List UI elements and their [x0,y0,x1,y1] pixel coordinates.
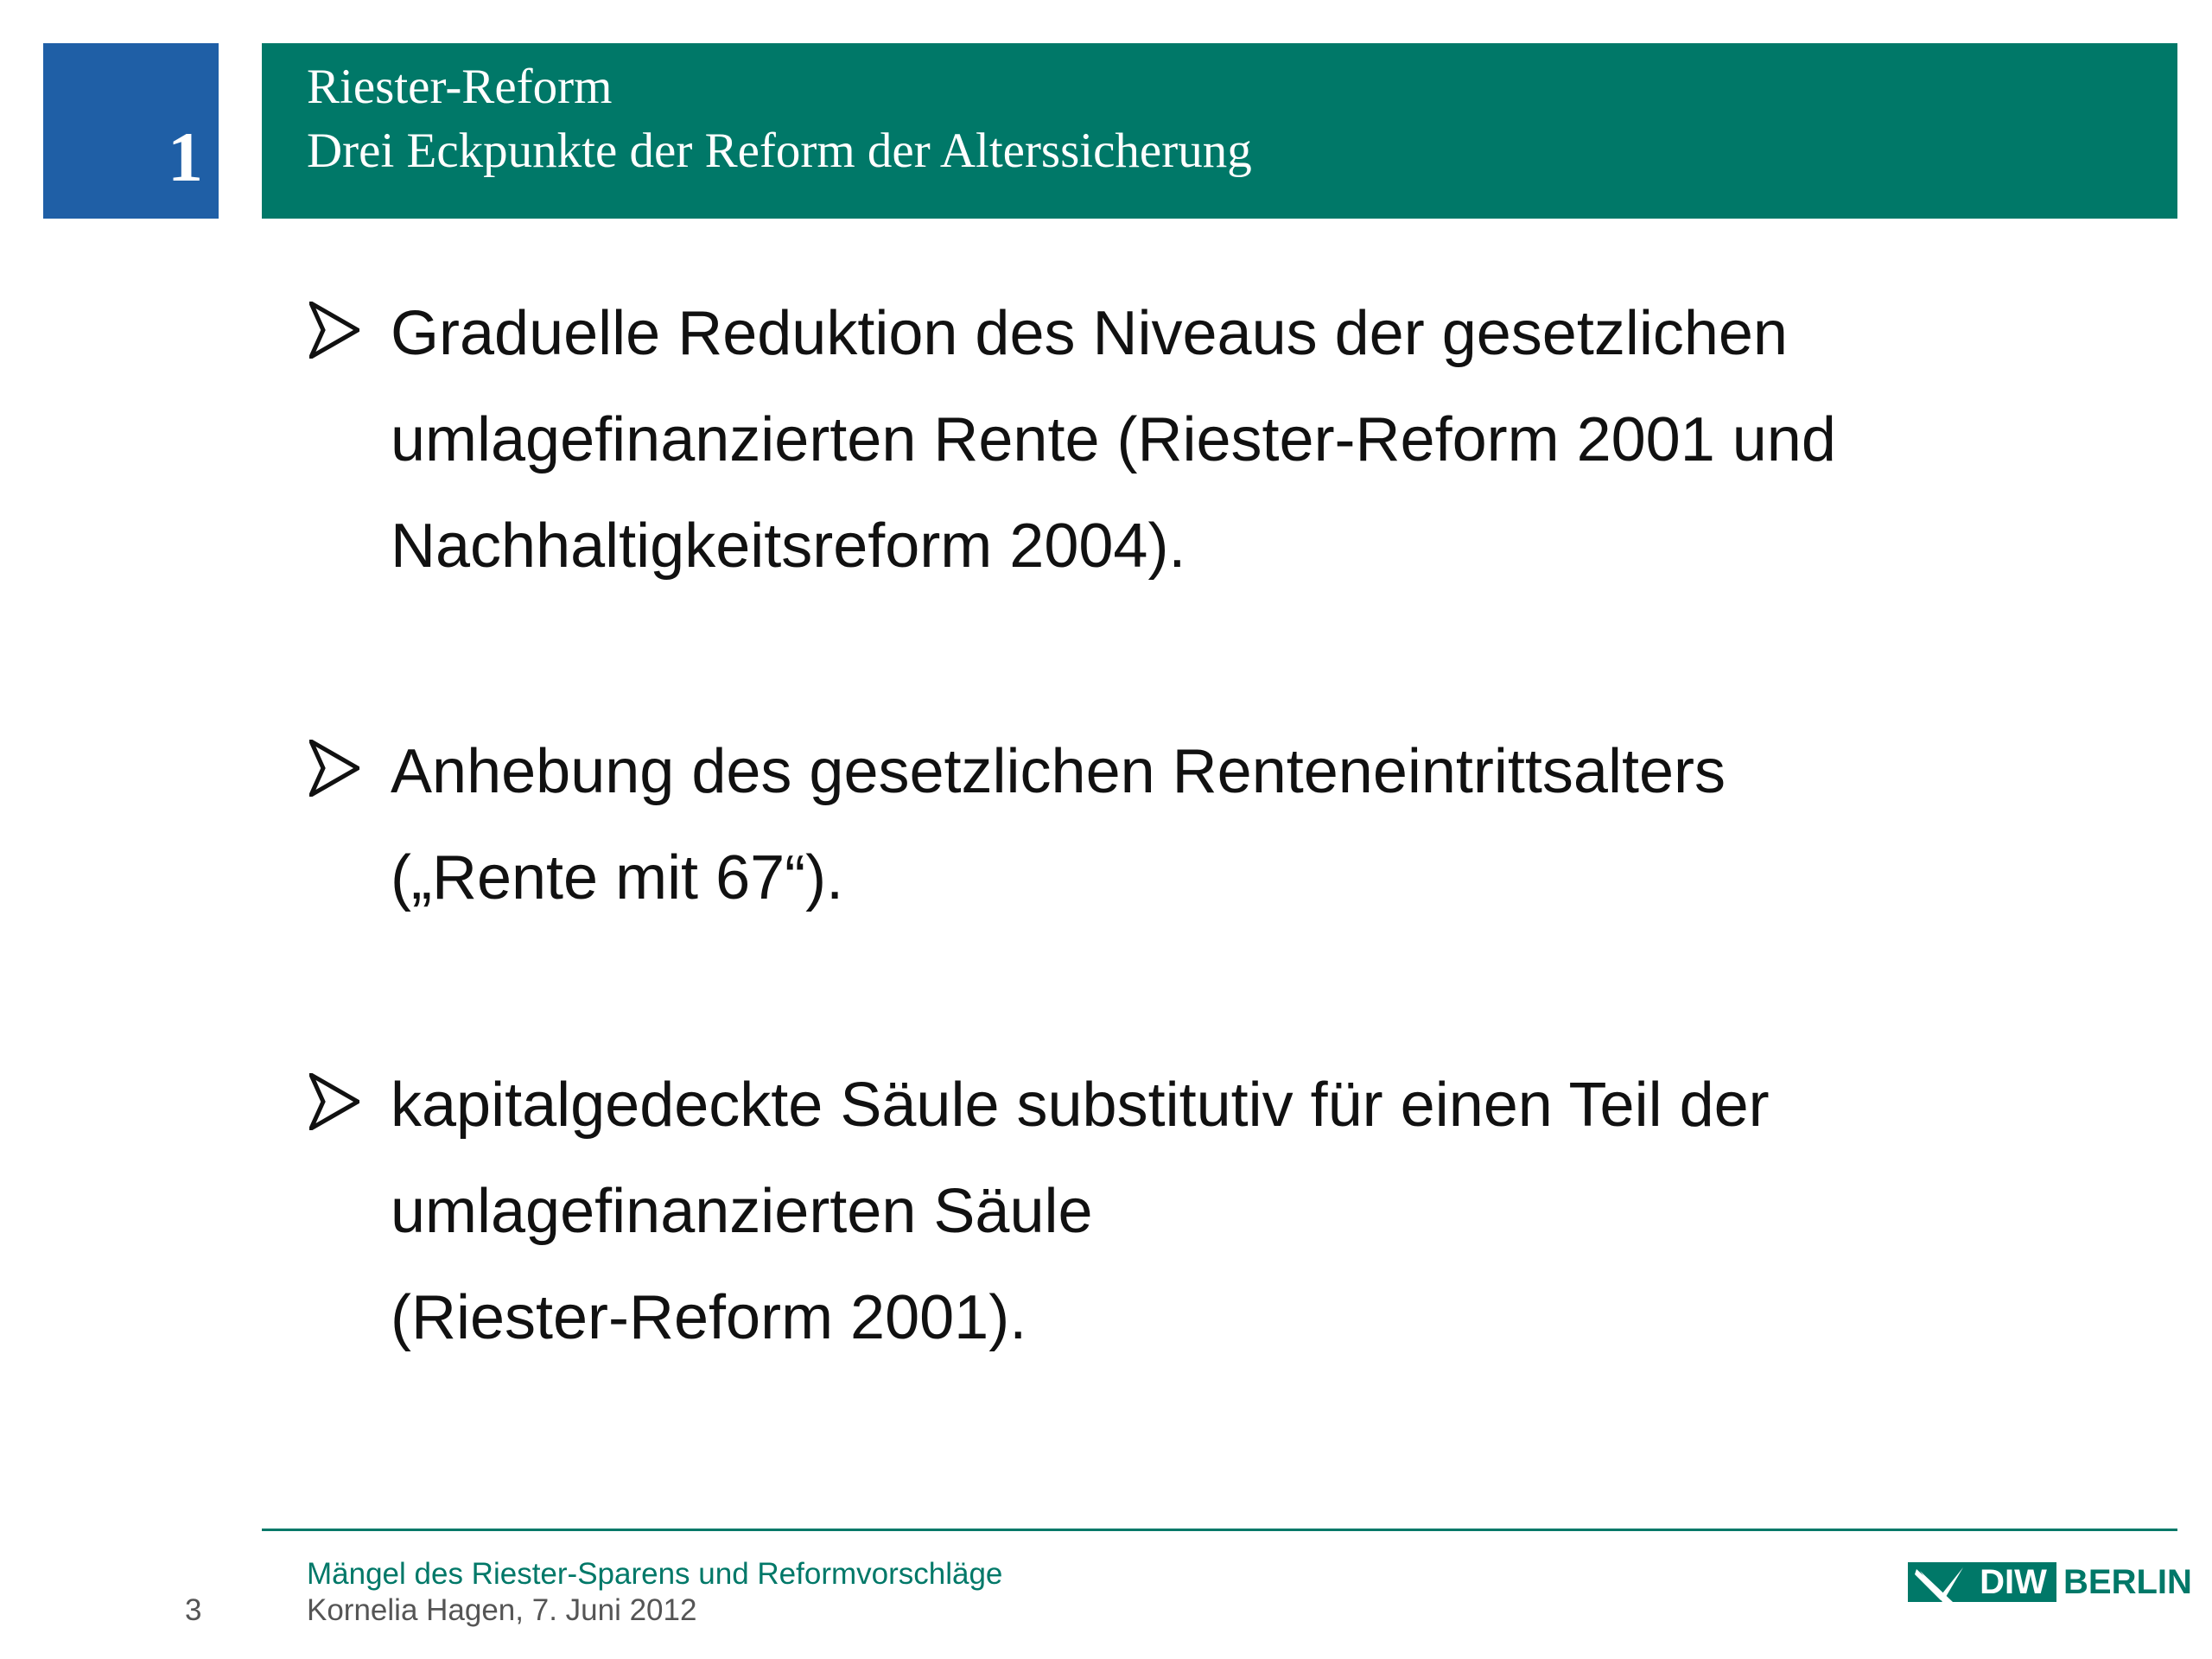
bullet-line: Anhebung des gesetzlichen Renteneintrittsalters [391,737,1726,806]
page-number: 3 [185,1593,202,1627]
arrow-bullet-icon [309,1073,359,1130]
bullet-line: Graduelle Reduktion des Niveaus der gesetzlichen [391,299,1788,368]
bullet-text [391,1052,2024,1371]
footer-title: Mängel des Riester-Sparens und Reformvorschläge [307,1557,1003,1591]
logo-check-icon [1908,1562,1970,1602]
slide-header [262,43,2177,219]
arrow-bullet-icon [309,302,359,359]
section-number: 1 [168,118,203,196]
arrow-bullet-icon [309,740,359,797]
footer-author-date: Kornelia Hagen, 7. Juni 2012 [307,1593,697,1627]
diw-berlin-logo [1908,1562,2192,1602]
section-number-box [43,43,219,219]
logo-berlin: BERLIN [2063,1563,2192,1601]
bullet-text [391,281,2024,600]
bullet-line: umlagefinanzierten Rente (Riester-Reform 2001 und [391,405,1836,474]
bullet-line: umlagefinanzierten Säule [391,1177,1093,1246]
bullet-line: („Rente mit 67“). [391,843,844,912]
slide-subtitle: Drei Eckpunkte der Reform der Alterssicherung [307,124,1252,178]
footer-divider [262,1529,2177,1531]
bullet-text [391,719,2024,931]
bullet-line: Nachhaltigkeitsreform 2004). [391,512,1186,581]
slide-title: Riester-Reform [307,60,613,114]
logo-diw: DIW [1970,1562,2056,1602]
bullet-line: kapitalgedeckte Säule substitutiv für einen Teil der [391,1071,1770,1140]
bullet-line: (Riester-Reform 2001). [391,1283,1027,1352]
